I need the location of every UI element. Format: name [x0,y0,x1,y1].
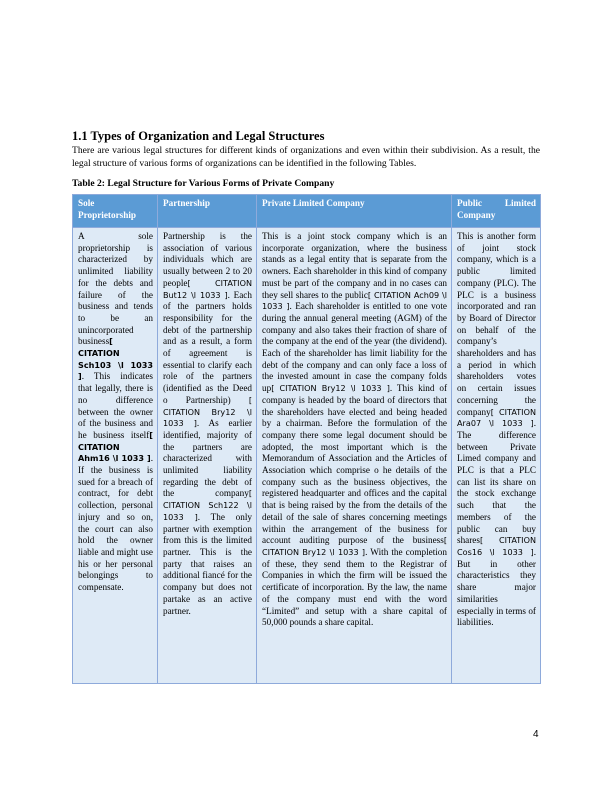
citation-field: [ CITATION Ach09 \l 1033 ] [262,289,447,312]
header-private-limited-company: Private Limited Company [257,195,452,228]
citation-field: [ CITATION Sch103 \l 1033 ] [78,336,153,382]
citation-field: [ CITATION Bry12 \l 1033 ] [271,383,390,394]
header-sole-proprietorship: Sole Proprietorship [73,195,158,228]
citation-field: [ CITATION Ara07 \l 1033 ] [457,406,536,429]
page-number: 4 [533,729,539,740]
cell-text: . Each of the partners holds responsibility for the debt of the partnership and as a result, a form of agreement is essential to clarify each role of the partners (identified as the Deed o Partnership) [163,289,252,405]
intro-paragraph: There are various legal structures for different kinds of organizations and even within their subdivision. As a result, the legal structure of various forms of organizations can be identified in the following Tables. [72,145,540,169]
citation-field: [ CITATION Bry12 \l 1033 ] [262,535,447,557]
cell-text: . The only partner with exemption from this is the limited partner. This is the party that raises an additional fiancé for the company but does not partake as an active partner. [163,511,252,616]
table-header-row [73,195,541,228]
citation-field: [ CITATION Sch122 \l 1033 ] [163,488,252,522]
citation-field: [ CITATION Cos16 \l 1033 ] [457,535,536,557]
header-public-limited-company: Public Limited Company [452,195,541,228]
citation-field: [ CITATION But12 \l 1033 ] [163,277,252,300]
cell-text: . But in other characteristics they share major similarities especially in terms of liabilities. [457,546,536,628]
section-heading: 1.1 Types of Organization and Legal Structures [72,129,325,143]
citation-field: [ CITATION Bry12 \l 1033 ] [163,394,252,429]
cell-sole-proprietorship [73,228,158,684]
cell-text: . This kind of company is headed by the board of directors that the shareholders have elected and being headed by a chairman. Before the formulation of the company there some legal document should be adopted, the most important which is the Memorandum of Association and the Articles of Association which comprise o he details of the company such as the business objectives, the registered headquarter and offices and the capital that is being raised by the from the details of the detail of the sale of shares concerning meetings within the arrangement of the business for account auditing purpose of the business [262,383,448,546]
cell-text: . If the business is sued for a breach of contract, for debt collection, personal injury and so on, the court can also hold the owner liable and might use his or her personal belongings to compensate. [78,453,153,593]
cell-text: This is a joint stock company which is an incorporate organization, where the business stands as a legal entity that is separate from the owners. Each shareholder in this kind of company must be part of the company and in no cases can they sell shares to the public [262,231,447,300]
header-partnership: Partnership [158,195,257,228]
cell-partnership [158,228,257,684]
cell-text: . As earlier identified, majority of the partners are characterized with unlimited liability regarding the debt of the company [163,418,252,499]
cell-private-limited-company [257,228,452,684]
table-caption: Table 2: Legal Structure for Various Forms of Private Company [72,178,335,189]
cell-text: . The difference between Private Limed company and PLC is that a PLC can list its share on the stock exchange such that the members of the public can buy shares [457,418,536,546]
cell-text: . This indicates that legally, there is no difference between the owner of the business and he business itself [78,371,153,440]
cell-text: This is another form of joint stock company, which is a public limited company (PLC). The PLC is a business incorporated and ran by Board of Director on behalf of the company’s shareholders and has a period in which shareholders votes on certain issues concerning the company [457,231,536,417]
table-row [73,228,541,684]
cell-public-limited-company [452,228,541,684]
cell-text: . Each shareholder is entitled to one vote during the annual general meeting (AGM) of the company and also takes their fraction of share of the company at the end of the year (the dividend). Each of the shareholder has limit liability for the debt of the company and can only face a loss of the invested amount in case the company folds up [262,301,447,394]
citation-field: [ CITATION Ahm16 \l 1033 ] [78,429,153,464]
legal-structure-table [72,194,541,684]
cell-text: . With the completion of these, they send them to the Registrar of Companies in which the firm will be issued the certificate of incorporation. By the law, the name of the company must end with the word “Limited” and setup with a share capital of 50,000 pounds a share capital. [262,546,447,628]
cell-text: A sole proprietorship is characterized by unlimited liability for the debts and failure of the business and tends to be an unincorporated business [78,231,153,347]
cell-text: Partnership is the association of various individuals which are usually between 2 to 20 people [163,231,252,288]
